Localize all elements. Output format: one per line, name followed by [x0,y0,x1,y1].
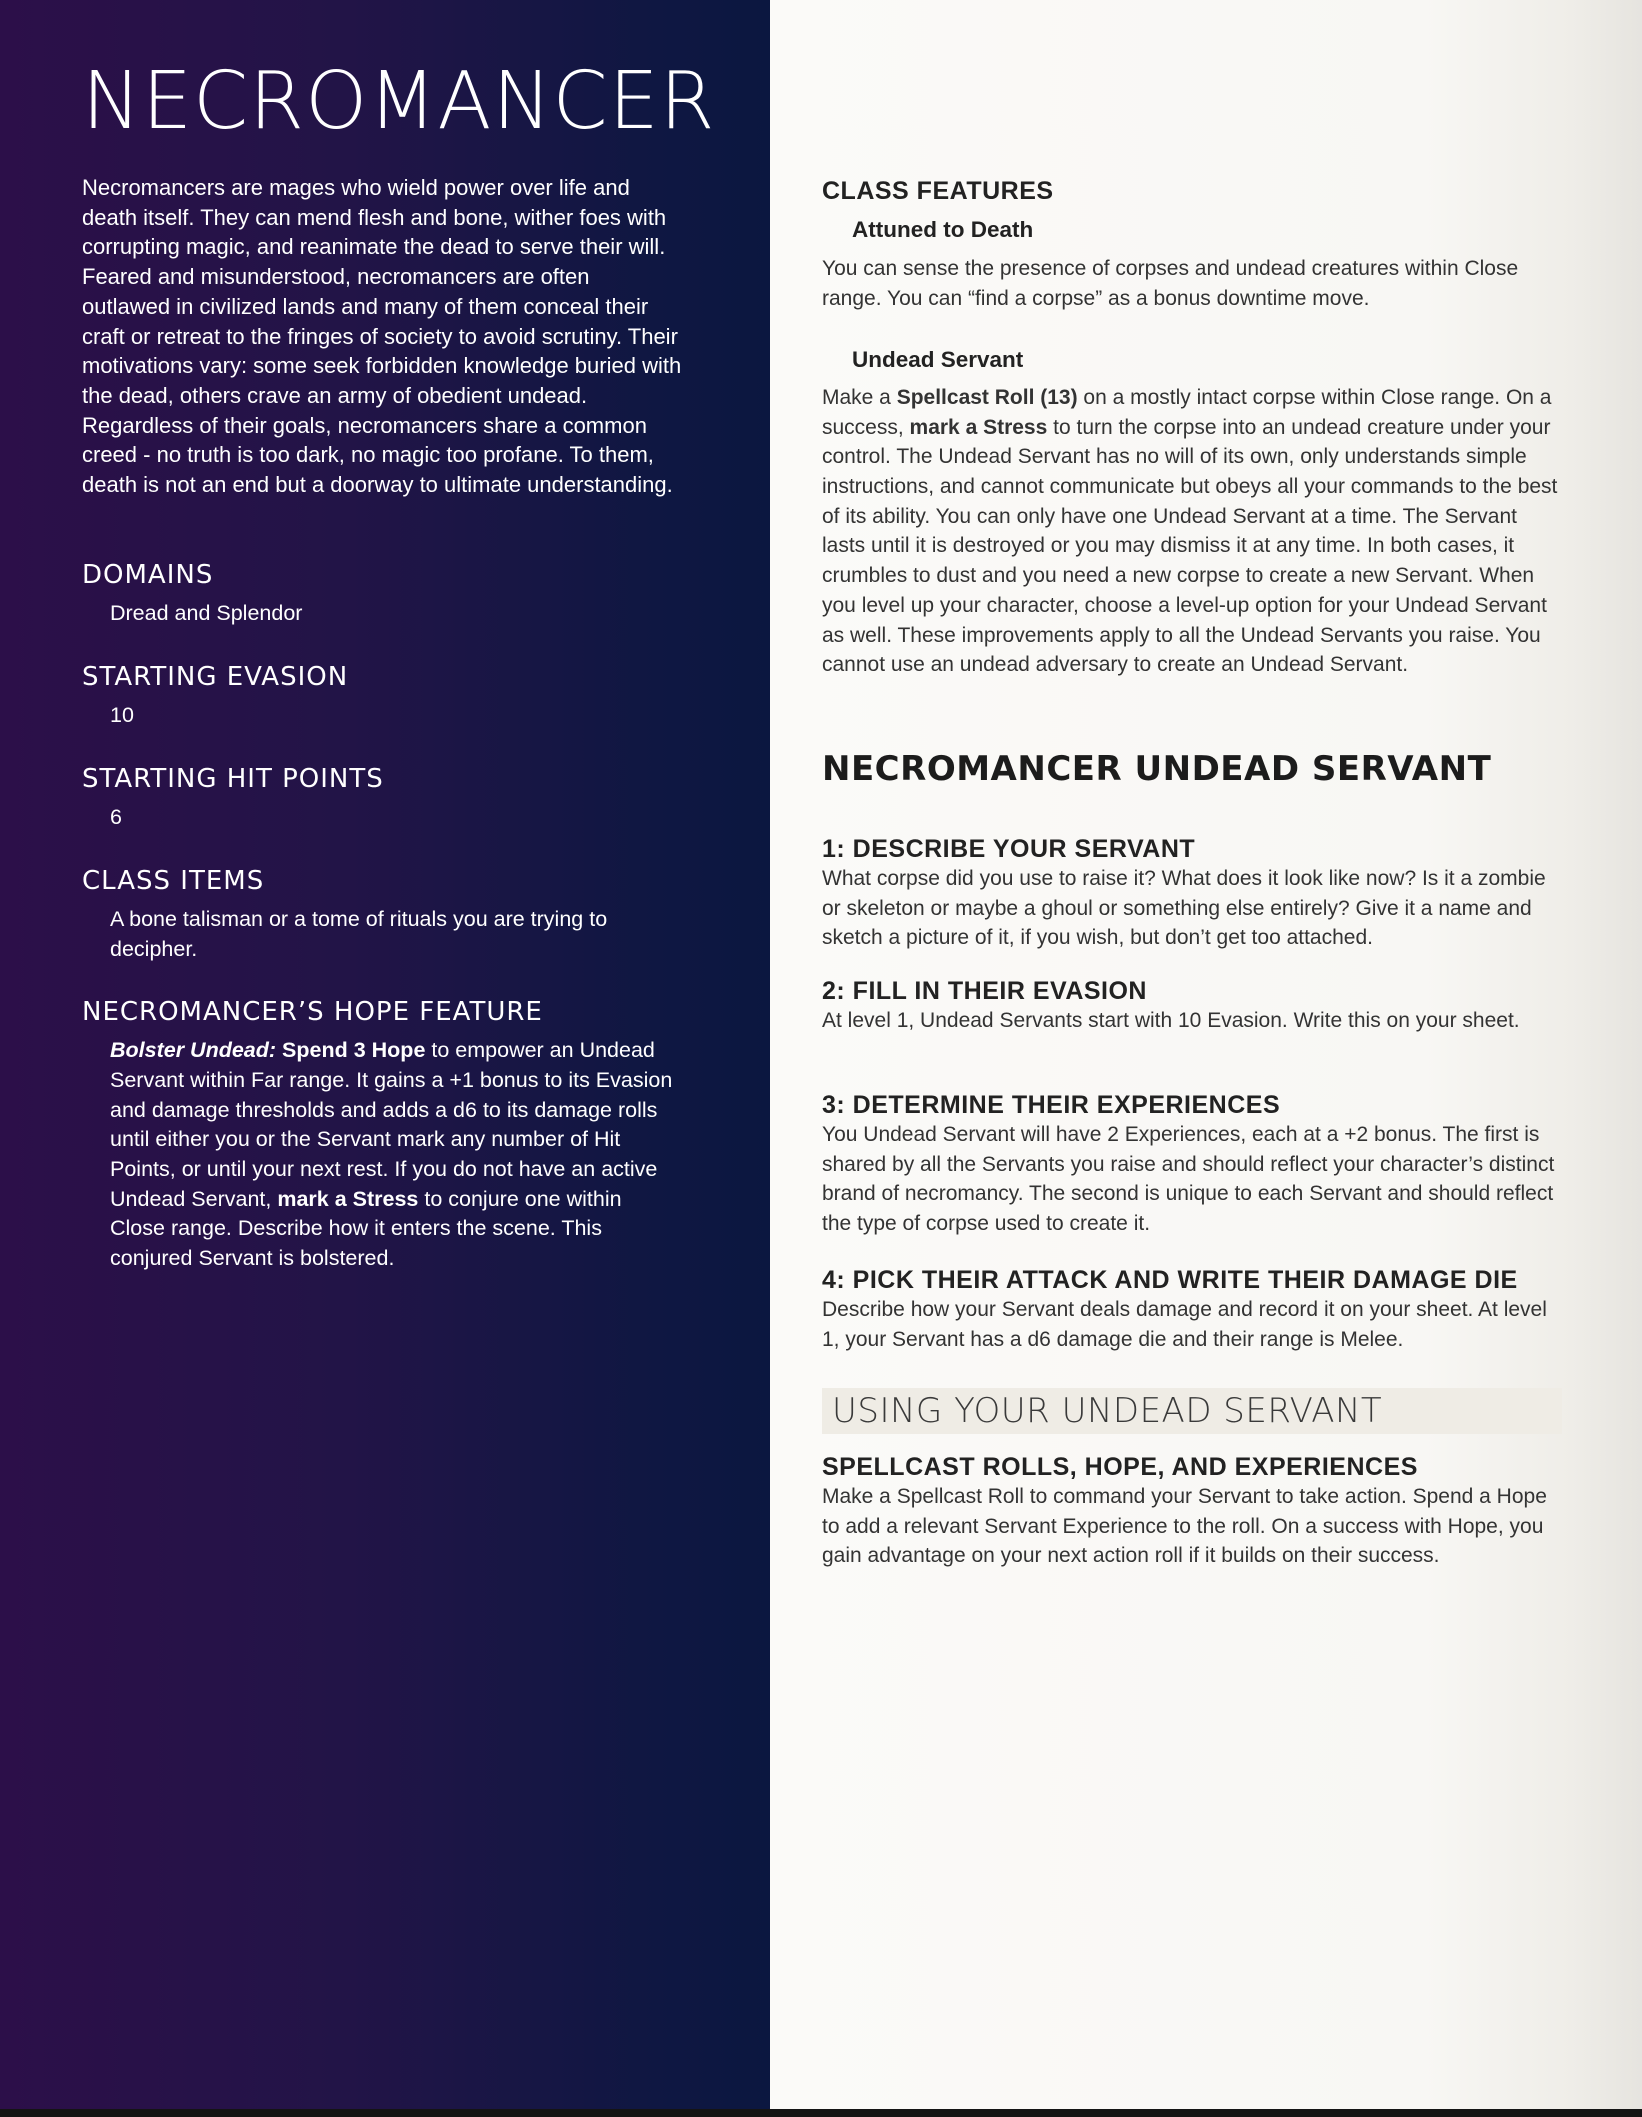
class-items-heading: CLASS ITEMS [82,866,265,896]
attuned-title: Attuned to Death [852,217,1034,242]
hit-points-heading: STARTING HIT POINTS [82,764,384,794]
step-heading: 3: DETERMINE THEIR EXPERIENCES [822,1091,1281,1119]
hope-feature-text [110,1036,680,1274]
evasion-heading: STARTING EVASION [82,662,349,692]
domains-heading: DOMAINS [82,560,214,590]
class-description: Necromancers are mages who wield power over life and death itself. They can mend flesh and bone, wither foes with corrupting magic, and reanimate the dead to serve their will. Feared and misunderstood, necromancers are often outlawed in civilized lands and many of them conceal their craft or retreat to the fringes of society to avoid scrutiny. Their motivations vary: some seek forbidden knowledge buried with the dead, others crave an army of obedient undead. Regardless of their goals, necromancers share a common creed - no truth is too dark, no magic too profane. To them, death is not an end but a doorway to ultimate understanding. [82,175,682,498]
using-servant-banner [822,1388,1562,1434]
servant-text-2: on a mostly intact corpse within Close range. On a success, [822,385,1552,439]
hope-feature-heading: NECROMANCER’S HOPE FEATURE [82,997,543,1027]
class-features-heading: CLASS FEATURES [822,177,1054,205]
step-2 [822,976,1562,1036]
class-features-section [822,176,1562,680]
servant-title-section [822,749,1562,790]
class-items-section [82,866,702,965]
step-heading: 2: FILL IN THEIR EVASION [822,977,1147,1005]
servant-text-3: to turn the corpse into an undead creature under your control. The Undead Servant has no will of its own, only understands simple instructions, and cannot communicate but obeys all your commands to the best of its ability. You can only have one Undead Servant at a time. The Servant lasts until it is destroyed or you may dismiss it at any time. In both cases, it crumbles to dust and you need a new corpse to create a new Servant. When you level up your character, choose a level-up option for your Undead Servant as well. These improvements apply to all the Undead Servants you raise. You cannot use an undead adversary to create an Undead Servant. [822,415,1558,677]
servant-stress: mark a Stress [909,415,1048,439]
using-servant-banner-text: USING YOUR UNDEAD SERVANT [832,1391,1383,1431]
hope-text-1: to empower an Undead Servant within Far range. It gains a +1 bonus to its Evasion and damage thresholds and adds a d6 to its damage rolls until either you or the Servant mark any number of Hit Points, or until your next rest. If you do not have an active Undead Servant, [110,1038,673,1211]
hit-points-value: 6 [110,805,122,830]
evasion-section [82,662,702,731]
hope-text-2: to conjure one within Close range. Describe how it enters the scene. This conjured Servant is bolstered. [110,1186,622,1271]
step-heading: 4: PICK THEIR ATTACK AND WRITE THEIR DAMAGE DIE [822,1266,1518,1294]
class-items-value: A bone talisman or a tome of rituals you are trying to decipher. [110,907,608,961]
step-heading: 1: DESCRIBE YOUR SERVANT [822,835,1196,863]
servant-text [822,383,1562,680]
hit-points-section [82,764,702,833]
step-text: Describe how your Servant deals damage and record it on your sheet. At level 1, your Servant has a d6 damage die and their range is Melee. [822,1298,1547,1351]
domains-value: Dread and Splendor [110,601,303,626]
hope-stress: mark a Stress [277,1186,419,1211]
step-3 [822,1090,1562,1239]
hope-feature-section [82,997,702,1274]
servant-section-title: NECROMANCER UNDEAD SERVANT [822,749,1492,789]
left-panel [0,0,770,2117]
step-4 [822,1265,1562,1354]
bottom-edge [0,2109,1642,2117]
step-text: You Undead Servant will have 2 Experiences, each at a +2 bonus. The first is shared by all the Servants you raise and should reflect your character’s distinct brand of necromancy. The second is unique to each Servant and should reflect the type of corpse used to create it. [822,1123,1555,1236]
attuned-text: You can sense the presence of corpses and undead creatures within Close range. You can “find a corpse” as a bonus downtime move. [822,257,1519,310]
page-title: NECROMANCER [82,55,716,147]
evasion-value: 10 [110,703,134,728]
spellcast-rolls-text: Make a Spellcast Roll to command your Servant to take action. Spend a Hope to add a relevant Servant Experience to the roll. On a success with Hope, you gain advantage on your next action roll if it builds on their success. [822,1485,1547,1568]
spellcast-roll: Spellcast Roll (13) [896,385,1078,409]
step-1 [822,834,1562,953]
spellcast-rolls-heading: SPELLCAST ROLLS, HOPE, AND EXPERIENCES [822,1453,1418,1481]
hope-cost: Spend 3 Hope [282,1038,426,1063]
servant-text-1: Make a [822,385,897,409]
step-text: What corpse did you use to raise it? What does it look like now? Is it a zombie or skeleton or maybe a ghoul or something else entirely? Give it a name and sketch a picture of it, if you wish, but don’t get too attached. [822,867,1546,950]
servant-title: Undead Servant [852,346,1024,372]
domains-section [82,560,702,629]
hope-feature-name: Bolster Undead: [110,1038,277,1063]
step-text: At level 1, Undead Servants start with 10 Evasion. Write this on your sheet. [822,1009,1520,1032]
spellcast-rolls-section [822,1452,1562,1571]
